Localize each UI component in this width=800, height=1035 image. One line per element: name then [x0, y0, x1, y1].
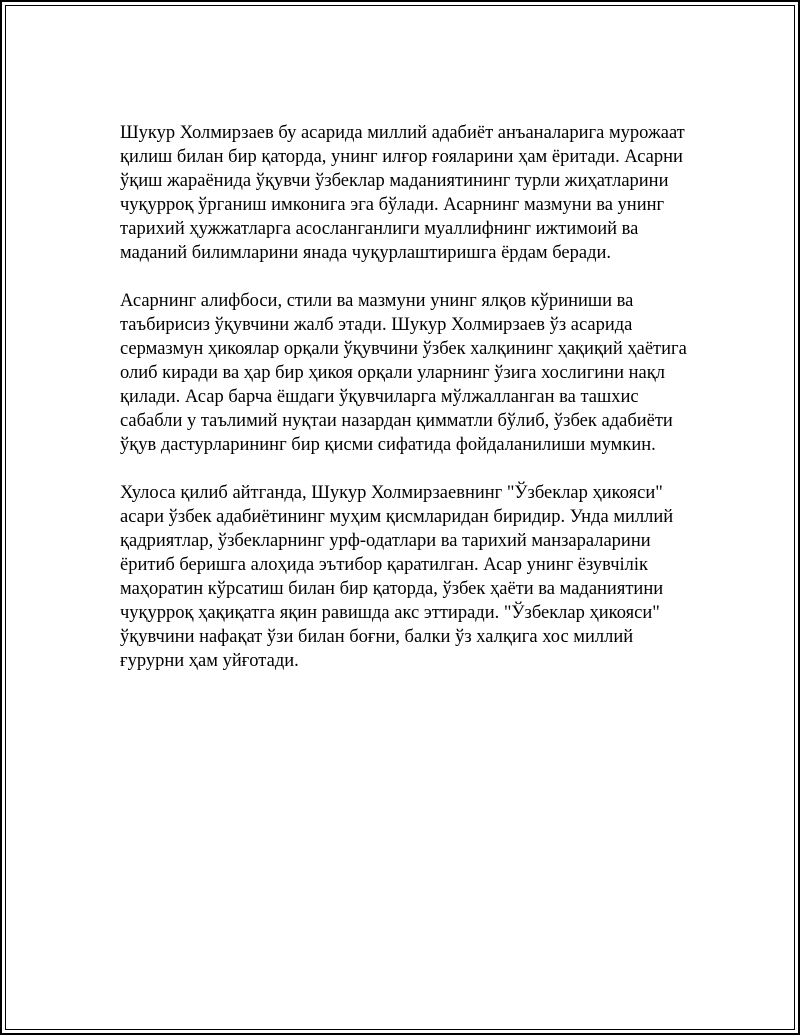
text-line: таъбирисиз ўқувчини жалб этади. Шукур Холмирзаев ўз асарида [120, 315, 633, 335]
text-line: чуқурроқ ўрганиш имконига эга бўлади. Асарнинг мазмуни ва унинг [120, 195, 665, 215]
text-line: Асарнинг алифбоси, стили ва мазмуни унинг ялқов кўриниши ва [120, 291, 634, 311]
text-line: ёритиб беришга алоҳида эътибор қаратилган. Асар унинг ёзувчілік [120, 555, 649, 575]
text-line: қилади. Асар барча ёшдаги ўқувчиларга мўлжалланган ва ташхис [120, 387, 639, 407]
text-line: сабабли у таълимий нуқтаи назардан қимматли бўлиб, ўзбек адабиёти [120, 411, 673, 431]
text-line: тарихий ҳужжатларга асосланганлиги муаллифнинг ижтимоий ва [120, 219, 639, 239]
paragraph-1 [120, 121, 700, 265]
text-line: ўқувчини нафақат ўзи билан боғни, балки ўз халқига хос миллий [120, 627, 634, 647]
text-line: чуқурроқ ҳақиқатга яқин равишда акс эттиради. "Ўзбеклар ҳикояси" [120, 603, 660, 623]
text-line: ғурурни ҳам уйғотади. [120, 651, 299, 671]
text-line: ўқиш жараёнида ўқувчи ўзбеклар маданиятининг турли жиҳатларини [120, 171, 669, 191]
paragraph-2 [120, 289, 700, 457]
text-line: қилиш билан бир қаторда, унинг илғор ғояларини ҳам ёритади. Асарни [120, 147, 683, 167]
text-line: маданий билимларини янада чуқурлаштиришга ёрдам беради. [120, 243, 612, 263]
text-line: маҳоратин кўрсатиш билан бир қаторда, ўзбек ҳаёти ва маданиятини [120, 579, 664, 599]
text-line: Хулоса қилиб айтганда, Шукур Холмирзаевнинг "Ўзбеклар ҳикояси" [120, 483, 663, 503]
document-body [120, 121, 700, 697]
text-line: Шукур Холмирзаев бу асарида миллий адабиёт анъаналарига мурожаат [120, 123, 685, 143]
text-line: сермазмун ҳикоялар орқали ўқувчини ўзбек халқининг ҳақиқий ҳаётига [120, 339, 687, 359]
text-line: олиб киради ва ҳар бир ҳикоя орқали уларнинг ўзига хослигини нақл [120, 363, 665, 383]
text-line: ўқув дастурларининг бир қисми сифатида фойдаланилиши мумкин. [120, 435, 656, 455]
paragraph-3 [120, 481, 700, 673]
text-line: асари ўзбек адабиётининг муҳим қисмларидан биридир. Унда миллий [120, 507, 674, 527]
text-line: қадриятлар, ўзбекларнинг урф-одатлари ва тарихий манзараларини [120, 531, 651, 551]
